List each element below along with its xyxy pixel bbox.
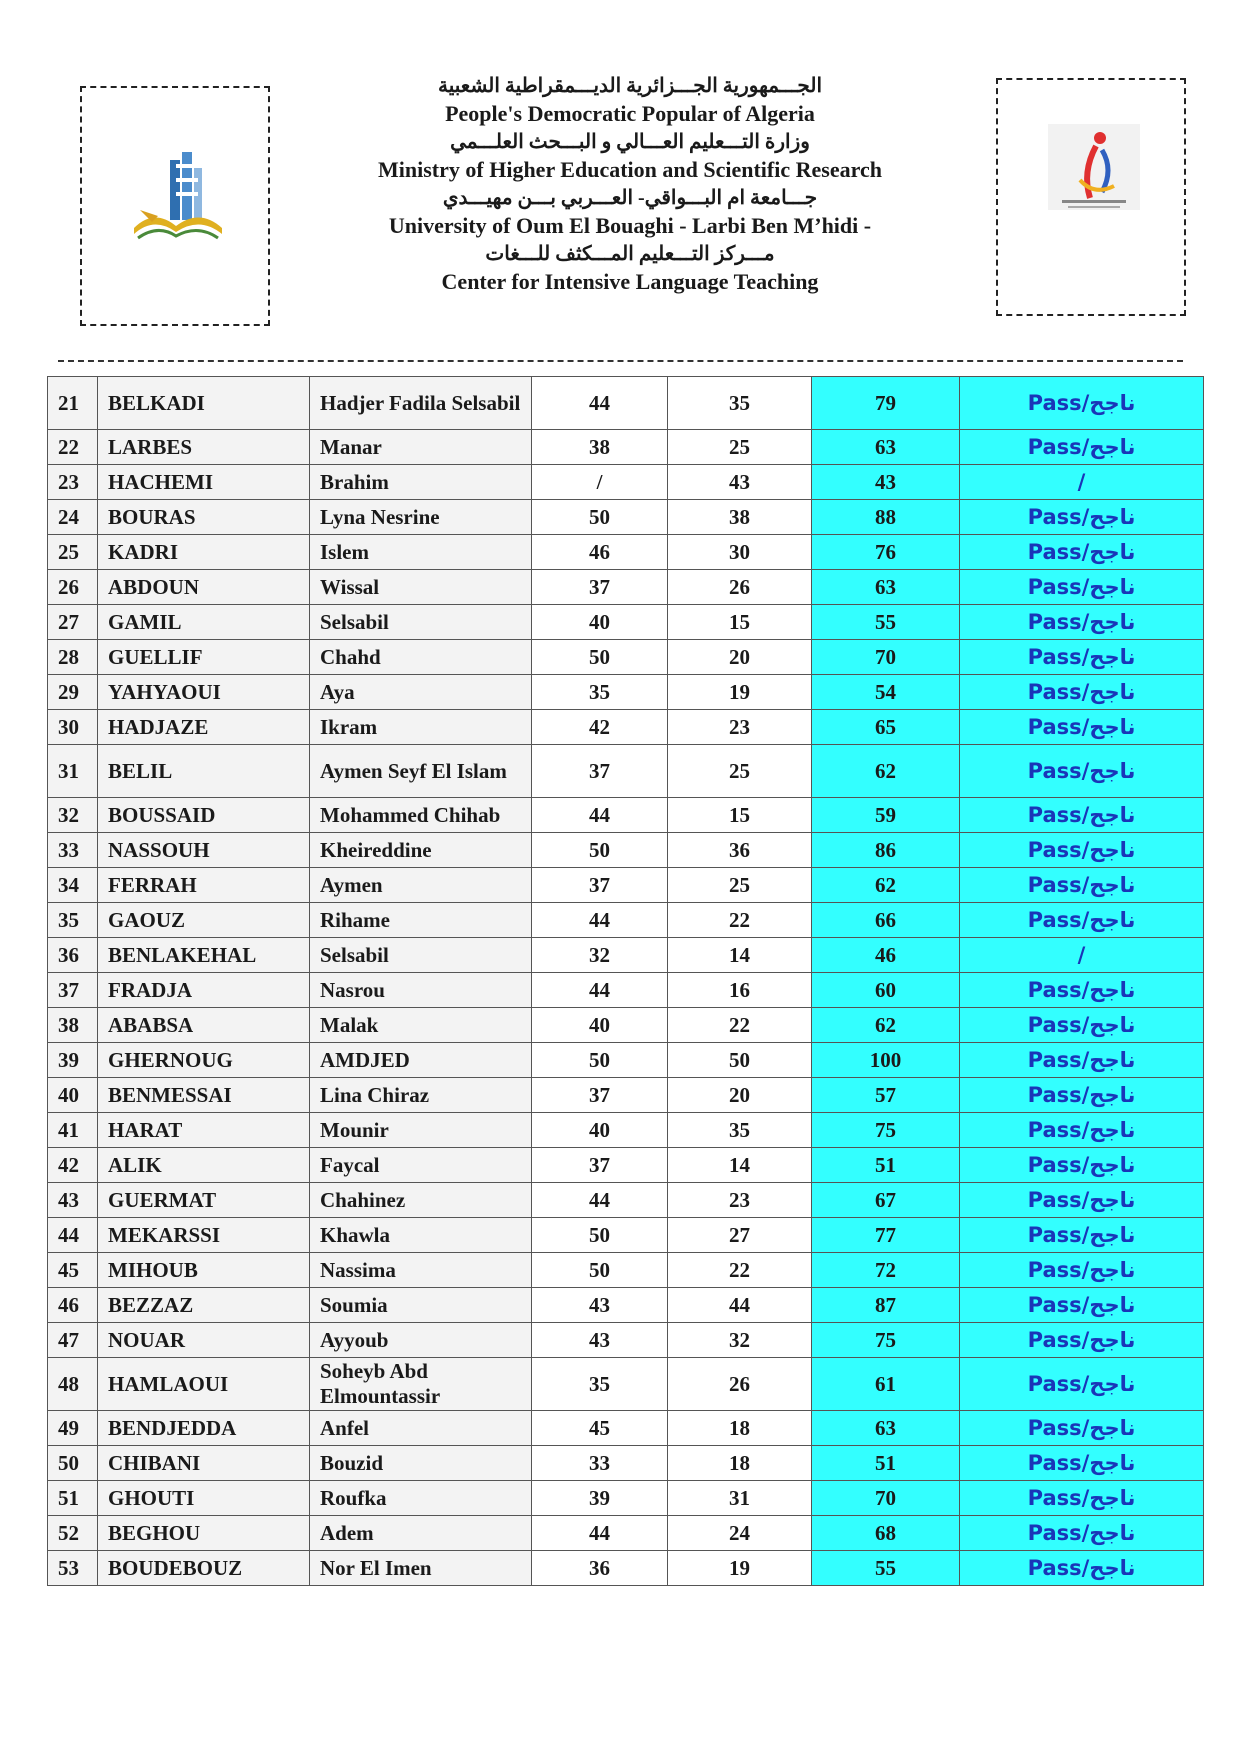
surname-cell: NASSOUH <box>98 833 310 868</box>
result-cell: Pass/ناجح <box>960 868 1204 903</box>
score2-cell: 27 <box>668 1218 812 1253</box>
row-number: 42 <box>48 1148 98 1183</box>
score1-cell: 50 <box>532 1043 668 1078</box>
total-cell: 55 <box>812 1551 960 1586</box>
total-cell: 79 <box>812 377 960 430</box>
results-table-body <box>48 377 1204 1586</box>
row-number: 23 <box>48 465 98 500</box>
total-cell: 70 <box>812 1481 960 1516</box>
score2-cell: 50 <box>668 1043 812 1078</box>
result-cell: Pass/ناجح <box>960 1446 1204 1481</box>
surname-cell: KADRI <box>98 535 310 570</box>
total-cell: 86 <box>812 833 960 868</box>
score1-cell: 33 <box>532 1446 668 1481</box>
result-cell: Pass/ناجح <box>960 1358 1204 1411</box>
score1-cell: 44 <box>532 798 668 833</box>
first-name-cell: Roufka <box>310 1481 532 1516</box>
surname-cell: NOUAR <box>98 1323 310 1358</box>
row-number: 34 <box>48 868 98 903</box>
table-row <box>48 1183 1204 1218</box>
first-name-cell: Bouzid <box>310 1446 532 1481</box>
row-number: 41 <box>48 1113 98 1148</box>
result-cell: Pass/ناجح <box>960 377 1204 430</box>
total-cell: 61 <box>812 1358 960 1411</box>
row-number: 52 <box>48 1516 98 1551</box>
row-number: 53 <box>48 1551 98 1586</box>
score2-cell: 23 <box>668 710 812 745</box>
row-number: 37 <box>48 973 98 1008</box>
score1-cell: 37 <box>532 745 668 798</box>
surname-cell: GUELLIF <box>98 640 310 675</box>
first-name-cell: Selsabil <box>310 605 532 640</box>
surname-cell: GAMIL <box>98 605 310 640</box>
score2-cell: 14 <box>668 1148 812 1183</box>
first-name-cell: Nor El Imen <box>310 1551 532 1586</box>
score2-cell: 20 <box>668 1078 812 1113</box>
surname-cell: BOURAS <box>98 500 310 535</box>
total-cell: 62 <box>812 745 960 798</box>
score1-cell: 50 <box>532 500 668 535</box>
first-name-cell: Ikram <box>310 710 532 745</box>
result-cell: / <box>960 938 1204 973</box>
row-number: 51 <box>48 1481 98 1516</box>
score2-cell: 22 <box>668 1008 812 1043</box>
score2-cell: 30 <box>668 535 812 570</box>
results-table <box>47 376 1204 1586</box>
table-row <box>48 465 1204 500</box>
total-cell: 57 <box>812 1078 960 1113</box>
surname-cell: GHOUTI <box>98 1481 310 1516</box>
score2-cell: 24 <box>668 1516 812 1551</box>
score2-cell: 18 <box>668 1411 812 1446</box>
row-number: 26 <box>48 570 98 605</box>
first-name-cell: Aya <box>310 675 532 710</box>
row-number: 46 <box>48 1288 98 1323</box>
table-row <box>48 1078 1204 1113</box>
table-row <box>48 903 1204 938</box>
surname-cell: GHERNOUG <box>98 1043 310 1078</box>
score1-cell: 32 <box>532 938 668 973</box>
total-cell: 46 <box>812 938 960 973</box>
score2-cell: 14 <box>668 938 812 973</box>
total-cell: 62 <box>812 1008 960 1043</box>
first-name-cell: Selsabil <box>310 938 532 973</box>
first-name-cell: Faycal <box>310 1148 532 1183</box>
total-cell: 51 <box>812 1446 960 1481</box>
total-cell: 100 <box>812 1043 960 1078</box>
score1-cell: 50 <box>532 640 668 675</box>
score1-cell: 39 <box>532 1481 668 1516</box>
result-cell: Pass/ناجح <box>960 1043 1204 1078</box>
row-number: 47 <box>48 1323 98 1358</box>
table-row <box>48 1008 1204 1043</box>
result-cell: Pass/ناجح <box>960 1183 1204 1218</box>
country-name-arabic: الجـــمهورية الجـــزائرية الديـــمقراطية الشعبية <box>438 75 822 97</box>
first-name-cell: Adem <box>310 1516 532 1551</box>
total-cell: 76 <box>812 535 960 570</box>
table-row <box>48 1253 1204 1288</box>
first-name-cell: Mounir <box>310 1113 532 1148</box>
university-logo-icon <box>82 88 268 324</box>
first-name-cell: Aymen <box>310 868 532 903</box>
table-row <box>48 1516 1204 1551</box>
result-cell: Pass/ناجح <box>960 973 1204 1008</box>
first-name-cell: Islem <box>310 535 532 570</box>
row-number: 45 <box>48 1253 98 1288</box>
table-row <box>48 938 1204 973</box>
result-cell: Pass/ناجح <box>960 1253 1204 1288</box>
result-cell: Pass/ناجح <box>960 1008 1204 1043</box>
surname-cell: BOUSSAID <box>98 798 310 833</box>
surname-cell: CHIBANI <box>98 1446 310 1481</box>
score1-cell: 50 <box>532 1218 668 1253</box>
row-number: 24 <box>48 500 98 535</box>
total-cell: 63 <box>812 430 960 465</box>
first-name-cell: Chahinez <box>310 1183 532 1218</box>
first-name-cell: Nasrou <box>310 973 532 1008</box>
surname-cell: HADJAZE <box>98 710 310 745</box>
row-number: 32 <box>48 798 98 833</box>
surname-cell: ABABSA <box>98 1008 310 1043</box>
table-row <box>48 570 1204 605</box>
score2-cell: 22 <box>668 1253 812 1288</box>
row-number: 50 <box>48 1446 98 1481</box>
surname-cell: FERRAH <box>98 868 310 903</box>
score2-cell: 26 <box>668 570 812 605</box>
result-cell: Pass/ناجح <box>960 605 1204 640</box>
first-name-cell: Soheyb Abd Elmountassir <box>310 1358 532 1411</box>
row-number: 28 <box>48 640 98 675</box>
score2-cell: 38 <box>668 500 812 535</box>
score1-cell: 42 <box>532 710 668 745</box>
table-row <box>48 1113 1204 1148</box>
table-row <box>48 833 1204 868</box>
table-row <box>48 500 1204 535</box>
result-cell: Pass/ناجح <box>960 710 1204 745</box>
result-cell: Pass/ناجح <box>960 1113 1204 1148</box>
total-cell: 63 <box>812 570 960 605</box>
university-logo-frame <box>80 86 270 326</box>
table-row <box>48 798 1204 833</box>
first-name-cell: Lyna Nesrine <box>310 500 532 535</box>
total-cell: 75 <box>812 1113 960 1148</box>
total-cell: 67 <box>812 1183 960 1218</box>
surname-cell: MIHOUB <box>98 1253 310 1288</box>
score1-cell: 37 <box>532 1078 668 1113</box>
table-row <box>48 535 1204 570</box>
surname-cell: BEGHOU <box>98 1516 310 1551</box>
country-name-english: People's Democratic Popular of Algeria <box>445 101 815 126</box>
row-number: 21 <box>48 377 98 430</box>
surname-cell: ABDOUN <box>98 570 310 605</box>
first-name-cell: Malak <box>310 1008 532 1043</box>
university-name-arabic: جـــامعة ام البـــواقي- العـــربي بـــن مهيـــدي <box>442 187 818 209</box>
total-cell: 63 <box>812 1411 960 1446</box>
score1-cell: 44 <box>532 903 668 938</box>
letterhead <box>300 72 960 296</box>
score1-cell: 44 <box>532 1516 668 1551</box>
table-row <box>48 868 1204 903</box>
total-cell: 60 <box>812 973 960 1008</box>
result-cell: Pass/ناجح <box>960 535 1204 570</box>
score1-cell: 46 <box>532 535 668 570</box>
table-row <box>48 1411 1204 1446</box>
result-cell: Pass/ناجح <box>960 430 1204 465</box>
result-cell: Pass/ناجح <box>960 1481 1204 1516</box>
surname-cell: BELIL <box>98 745 310 798</box>
score1-cell: 40 <box>532 605 668 640</box>
result-cell: Pass/ناجح <box>960 640 1204 675</box>
total-cell: 51 <box>812 1148 960 1183</box>
center-name-english: Center for Intensive Language Teaching <box>441 269 819 294</box>
score1-cell: 44 <box>532 377 668 430</box>
table-row <box>48 1551 1204 1586</box>
first-name-cell: Soumia <box>310 1288 532 1323</box>
row-number: 35 <box>48 903 98 938</box>
table-row <box>48 1043 1204 1078</box>
score1-cell: 43 <box>532 1288 668 1323</box>
surname-cell: HACHEMI <box>98 465 310 500</box>
score1-cell: 35 <box>532 675 668 710</box>
score1-cell: 37 <box>532 570 668 605</box>
total-cell: 62 <box>812 868 960 903</box>
total-cell: 66 <box>812 903 960 938</box>
row-number: 33 <box>48 833 98 868</box>
row-number: 48 <box>48 1358 98 1411</box>
score2-cell: 25 <box>668 868 812 903</box>
result-cell: Pass/ناجح <box>960 1078 1204 1113</box>
total-cell: 72 <box>812 1253 960 1288</box>
score1-cell: 35 <box>532 1358 668 1411</box>
first-name-cell: Chahd <box>310 640 532 675</box>
score2-cell: 22 <box>668 903 812 938</box>
result-cell: Pass/ناجح <box>960 1551 1204 1586</box>
result-cell: Pass/ناجح <box>960 1218 1204 1253</box>
row-number: 39 <box>48 1043 98 1078</box>
surname-cell: BENMESSAI <box>98 1078 310 1113</box>
first-name-cell: Mohammed Chihab <box>310 798 532 833</box>
table-row <box>48 640 1204 675</box>
ministry-name-arabic: وزارة التـــعليم العـــالي و البـــحث العلـــمي <box>450 131 810 153</box>
result-cell: Pass/ناجح <box>960 500 1204 535</box>
surname-cell: FRADJA <box>98 973 310 1008</box>
surname-cell: YAHYAOUI <box>98 675 310 710</box>
score1-cell: 45 <box>532 1411 668 1446</box>
score1-cell: 37 <box>532 1148 668 1183</box>
university-name-english: University of Oum El Bouaghi - Larbi Ben M’hidi - <box>388 213 872 238</box>
row-number: 38 <box>48 1008 98 1043</box>
surname-cell: BEZZAZ <box>98 1288 310 1323</box>
score1-cell: 36 <box>532 1551 668 1586</box>
result-cell: / <box>960 465 1204 500</box>
total-cell: 77 <box>812 1218 960 1253</box>
result-cell: Pass/ناجح <box>960 1516 1204 1551</box>
language-center-logo-icon <box>998 80 1184 314</box>
surname-cell: GAOUZ <box>98 903 310 938</box>
language-center-logo-frame <box>996 78 1186 316</box>
result-cell: Pass/ناجح <box>960 1148 1204 1183</box>
row-number: 36 <box>48 938 98 973</box>
first-name-cell: Aymen Seyf El Islam <box>310 745 532 798</box>
row-number: 49 <box>48 1411 98 1446</box>
first-name-cell: Wissal <box>310 570 532 605</box>
result-cell: Pass/ناجح <box>960 833 1204 868</box>
score2-cell: 19 <box>668 1551 812 1586</box>
row-number: 43 <box>48 1183 98 1218</box>
score2-cell: 36 <box>668 833 812 868</box>
total-cell: 70 <box>812 640 960 675</box>
header-divider <box>58 360 1183 362</box>
result-cell: Pass/ناجح <box>960 1411 1204 1446</box>
score1-cell: 44 <box>532 973 668 1008</box>
first-name-cell: Manar <box>310 430 532 465</box>
table-row <box>48 1218 1204 1253</box>
table-row <box>48 745 1204 798</box>
score2-cell: 26 <box>668 1358 812 1411</box>
table-row <box>48 605 1204 640</box>
table-row <box>48 377 1204 430</box>
first-name-cell: Khawla <box>310 1218 532 1253</box>
surname-cell: HARAT <box>98 1113 310 1148</box>
result-cell: Pass/ناجح <box>960 1288 1204 1323</box>
ministry-name-english: Ministry of Higher Education and Scientific Research <box>378 157 882 182</box>
result-cell: Pass/ناجح <box>960 1323 1204 1358</box>
table-row <box>48 1148 1204 1183</box>
total-cell: 59 <box>812 798 960 833</box>
score1-cell: 50 <box>532 833 668 868</box>
total-cell: 43 <box>812 465 960 500</box>
surname-cell: HAMLAOUI <box>98 1358 310 1411</box>
table-row <box>48 1323 1204 1358</box>
first-name-cell: Rihame <box>310 903 532 938</box>
row-number: 29 <box>48 675 98 710</box>
result-cell: Pass/ناجح <box>960 570 1204 605</box>
surname-cell: BOUDEBOUZ <box>98 1551 310 1586</box>
total-cell: 88 <box>812 500 960 535</box>
score1-cell: 40 <box>532 1113 668 1148</box>
table-row <box>48 430 1204 465</box>
score1-cell: 44 <box>532 1183 668 1218</box>
table-row <box>48 1481 1204 1516</box>
score2-cell: 23 <box>668 1183 812 1218</box>
score1-cell: 40 <box>532 1008 668 1043</box>
row-number: 27 <box>48 605 98 640</box>
total-cell: 75 <box>812 1323 960 1358</box>
surname-cell: GUERMAT <box>98 1183 310 1218</box>
row-number: 22 <box>48 430 98 465</box>
first-name-cell: Kheireddine <box>310 833 532 868</box>
table-row <box>48 1288 1204 1323</box>
total-cell: 55 <box>812 605 960 640</box>
result-cell: Pass/ناجح <box>960 675 1204 710</box>
row-number: 25 <box>48 535 98 570</box>
first-name-cell: Hadjer Fadila Selsabil <box>310 377 532 430</box>
first-name-cell: Nassima <box>310 1253 532 1288</box>
score2-cell: 44 <box>668 1288 812 1323</box>
score1-cell: 38 <box>532 430 668 465</box>
table-row <box>48 710 1204 745</box>
surname-cell: BELKADI <box>98 377 310 430</box>
score1-cell: 37 <box>532 868 668 903</box>
score2-cell: 35 <box>668 1113 812 1148</box>
table-row <box>48 675 1204 710</box>
table-row <box>48 1446 1204 1481</box>
result-cell: Pass/ناجح <box>960 745 1204 798</box>
score2-cell: 18 <box>668 1446 812 1481</box>
score2-cell: 15 <box>668 605 812 640</box>
surname-cell: LARBES <box>98 430 310 465</box>
row-number: 31 <box>48 745 98 798</box>
first-name-cell: Brahim <box>310 465 532 500</box>
score1-cell: 50 <box>532 1253 668 1288</box>
row-number: 40 <box>48 1078 98 1113</box>
first-name-cell: AMDJED <box>310 1043 532 1078</box>
row-number: 44 <box>48 1218 98 1253</box>
score1-cell: / <box>532 465 668 500</box>
first-name-cell: Anfel <box>310 1411 532 1446</box>
score2-cell: 31 <box>668 1481 812 1516</box>
surname-cell: MEKARSSI <box>98 1218 310 1253</box>
score2-cell: 16 <box>668 973 812 1008</box>
first-name-cell: Ayyoub <box>310 1323 532 1358</box>
table-row <box>48 1358 1204 1411</box>
score2-cell: 25 <box>668 430 812 465</box>
surname-cell: BENLAKEHAL <box>98 938 310 973</box>
result-cell: Pass/ناجح <box>960 903 1204 938</box>
total-cell: 54 <box>812 675 960 710</box>
score1-cell: 43 <box>532 1323 668 1358</box>
score2-cell: 15 <box>668 798 812 833</box>
total-cell: 65 <box>812 710 960 745</box>
surname-cell: BENDJEDDA <box>98 1411 310 1446</box>
score2-cell: 25 <box>668 745 812 798</box>
score2-cell: 19 <box>668 675 812 710</box>
table-row <box>48 973 1204 1008</box>
surname-cell: ALIK <box>98 1148 310 1183</box>
score2-cell: 20 <box>668 640 812 675</box>
center-name-arabic: مـــركز التـــعليم المـــكثف للـــغات <box>485 243 775 265</box>
total-cell: 87 <box>812 1288 960 1323</box>
score2-cell: 35 <box>668 377 812 430</box>
row-number: 30 <box>48 710 98 745</box>
first-name-cell: Lina Chiraz <box>310 1078 532 1113</box>
score2-cell: 32 <box>668 1323 812 1358</box>
result-cell: Pass/ناجح <box>960 798 1204 833</box>
total-cell: 68 <box>812 1516 960 1551</box>
score2-cell: 43 <box>668 465 812 500</box>
